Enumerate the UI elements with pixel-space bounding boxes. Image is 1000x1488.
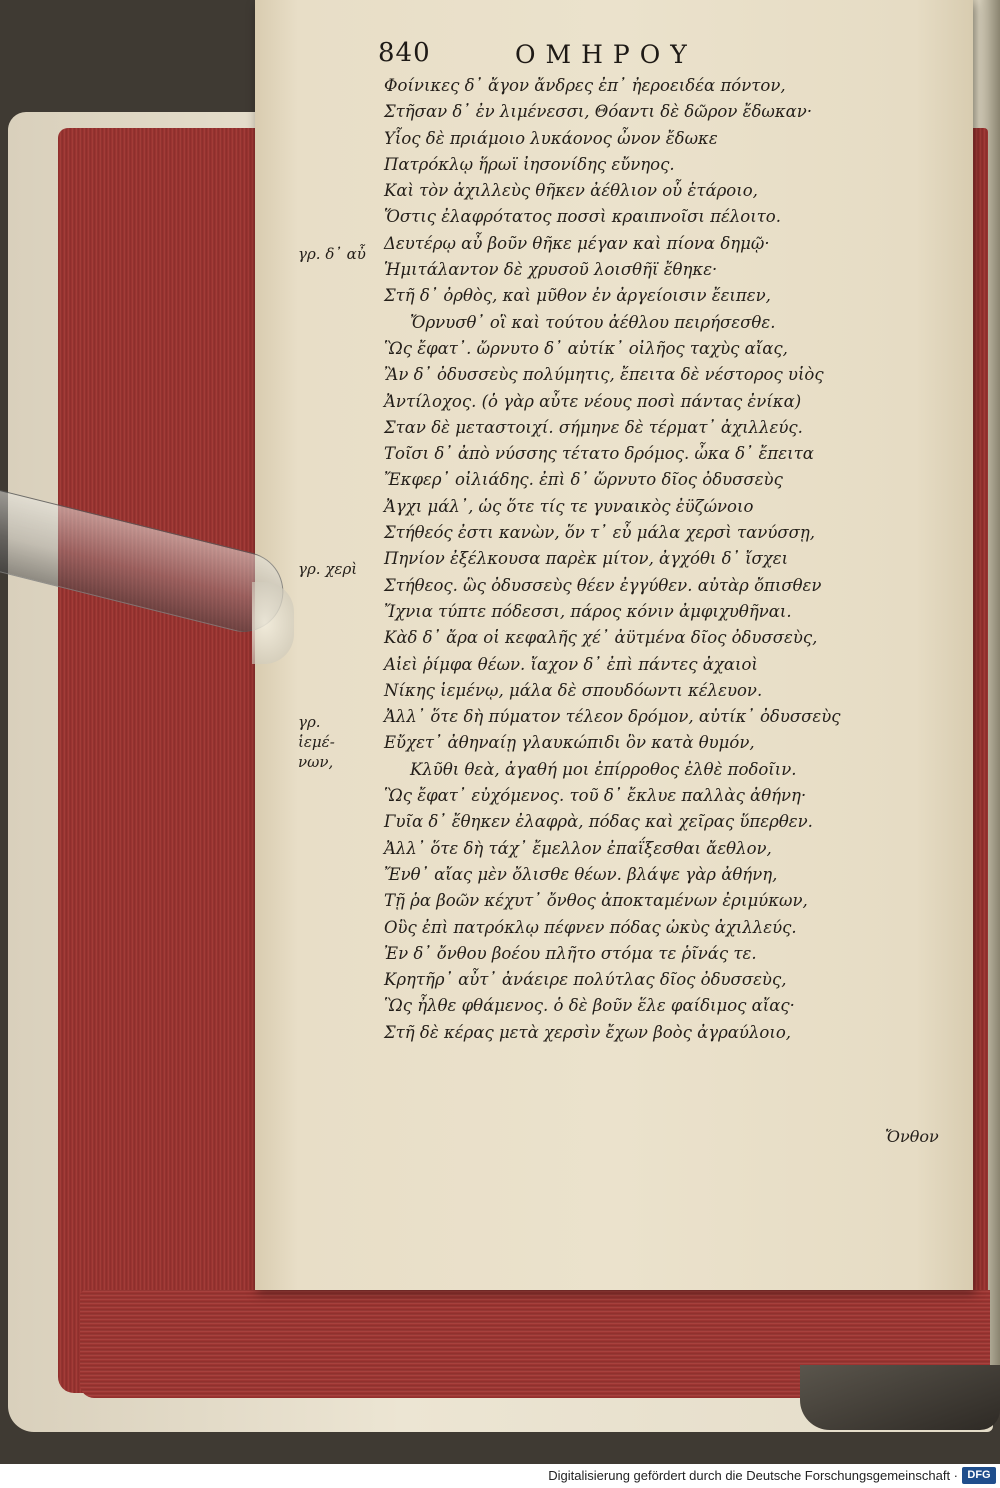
verse-line: Σταν δὲ μεταστοιχί. σήμηνε δὲ τέρματ᾽ ἀχιλλεύς. [384,417,803,437]
cover-corner [800,1365,1000,1430]
verse-line: Ἀλλ᾽ ὅτε δὴ πύματον τέλεον δρόμον, αὐτίκ᾽ ὀδυσσεὺς [384,707,841,727]
verse-line: Φοίνικες δ᾽ ἄγον ἄνδρες ἐπ᾽ ἠεροειδέα πόντον, [384,76,786,95]
catchword: Ὄνθον [885,1127,939,1146]
verse-line: Γυῖα δ᾽ ἔθηκεν ἐλαφρὰ, πόδας καὶ χεῖρας ὕπερθεν. [384,812,813,832]
verse-line: Κρητῆρ᾽ αὖτ᾽ ἀνάειρε πολύτλας δῖος ὀδυσσεὺς, [384,970,787,990]
verse-line: Ἴχνια τύπτε πόδεσσι, πάρος κόνιν ἀμφιχυθῆναι. [384,601,792,621]
verse-line: Ἔνθ᾽ αἴας μὲν ὄλισθε θέων. βλάψε γὰρ ἀθήνη, [384,864,778,884]
verse-line: Αἰεὶ ῥίμφα θέων. ἴαχον δ᾽ ἐπὶ πάντες ἀχαιοὶ [384,654,758,674]
verse-line: Ἀντίλοχος. (ὁ γὰρ αὖτε νέους ποσὶ πάντας ἐνίκα) [384,391,802,411]
verse-line: Στῆ δὲ κέρας μετὰ χερσὶν ἔχων βοὸς ἀγραύλοιο, [384,1022,792,1042]
verse-line: Νίκης ἱεμένῳ, μάλα δὲ σπουδόωντι κέλευον. [384,680,763,700]
verse-line: Ὣς ἦλθε φθάμενος. ὁ δὲ βοῦν ἕλε φαίδιμος αἴας· [384,996,795,1016]
verse-line: Οὓς ἐπὶ πατρόκλῳ πέφνεν πόδας ὠκὺς ἀχιλλεύς. [384,917,797,937]
verse-line: Τῇ ῥα βοῶν κέχυτ᾽ ὄνθος ἀποκταμένων ἐριμύκων, [384,891,808,911]
verse-line: Στήθεος. ὣς ὀδυσσεὺς θέεν ἐγγύθεν. αὐτὰρ ὄπισθεν [384,575,822,595]
margin-note: γρ. δ᾽ αὖ [298,245,366,263]
footer-bar [0,1464,1000,1488]
verse-line: Δευτέρῳ αὖ βοῦν θῆκε μέγαν καὶ πίονα δημῷ· [384,233,770,253]
verse-line: Κὰδ δ᾽ ἄρα οἱ κεφαλῆς χέ᾽ ἀϋτμένα δῖος ὀδυσσεὺς, [384,628,818,648]
verse-line: Εὔχετ᾽ ἀθηναίῃ γλαυκώπιδι ὃν κατὰ θυμόν, [384,733,755,753]
verse-line: Στῆσαν δ᾽ ἐν λιμένεσσι, Θόαντι δὲ δῶρον ἔδωκαν· [384,102,813,122]
verse-line: Πηνίον ἐξέλκουσα παρὲκ μίτον, ἀγχόθι δ᾽ ἴσχει [384,549,789,569]
verse-line: Ἂν δ᾽ ὀδυσσεὺς πολύμητις, ἔπειτα δὲ νέστορος υἱὸς [384,365,824,385]
dfg-logo: DFG [962,1467,996,1484]
running-head: ΟΜΗΡΟΥ [515,40,697,69]
verse-line: Τοῖσι δ᾽ ἀπὸ νύσσης τέτατο δρόμος. ὦκα δ᾽ ἔπειτα [384,444,814,464]
verse-line: Ἀγχι μάλ᾽, ὡς ὅτε τίς τε γυναικὸς ἐϋζώνοιο [384,496,754,516]
verse-line: Πατρόκλῳ ἥρωϊ ἰησονίδης εὔνηος. [384,154,675,174]
verse-line: Καὶ τὸν ἀχιλλεὺς θῆκεν ἀέθλιον οὗ ἑτάροιο, [384,181,758,201]
verse-line: Ἡμιτάλαντον δὲ χρυσοῦ λοισθῆϊ ἔθηκε· [384,260,718,280]
verse-line: Ὄρνυσθ᾽ οἳ καὶ τούτου ἀέθλου πειρήσεσθε. [410,312,776,332]
verse-line: Ἐν δ᾽ ὄνθου βοέου πλῆτο στόμα τε ῥῖνάς τε. [384,943,757,963]
verse-line: Υἷος δὲ πριάμοιο λυκάονος ὦνον ἔδωκε [384,128,718,148]
ruler-tip [252,582,294,664]
verse-text [384,73,854,1046]
verse-line: Ἀλλ᾽ ὅτε δὴ τάχ᾽ ἔμελλον ἐπαΐξεσθαι ἄεθλον, [384,838,772,858]
margin-note: γρ. χερὶ [298,560,358,578]
verse-line: Κλῦθι θεὰ, ἀγαθή μοι ἐπίρροθος ἐλθὲ ποδοῖιν. [410,759,797,779]
verse-line: Ὅστις ἐλαφρότατος ποσσὶ κραιπνοῖσι πέλοιτο. [384,207,781,227]
verse-line: Ἔκφερ᾽ οἰλιάδης. ἐπὶ δ᾽ ὤρνυτο δῖος ὀδυσσεὺς [384,470,783,490]
verse-line: Ὣς ἔφατ᾽ εὐχόμενος. τοῦ δ᾽ ἔκλυε παλλὰς ἀθήνη· [384,786,807,806]
verse-line: Στῆ δ᾽ ὀρθὸς, καὶ μῦθον ἐν ἀργείοισιν ἔειπεν, [384,286,771,306]
funding-credit: Digitalisierung gefördert durch die Deutsche Forschungsgemeinschaft · [548,1468,958,1483]
page-number: 840 [378,38,431,68]
margin-note: γρ. ἱεμέ-νων, [298,713,335,771]
verse-line: Ὣς ἔφατ᾽. ὤρνυτο δ᾽ αὐτίκ᾽ οἰλῆος ταχὺς αἴας, [384,338,788,358]
verse-line: Στήθεός ἐστι κανὼν, ὅν τ᾽ εὖ μάλα χερσὶ τανύσσῃ, [384,523,816,543]
